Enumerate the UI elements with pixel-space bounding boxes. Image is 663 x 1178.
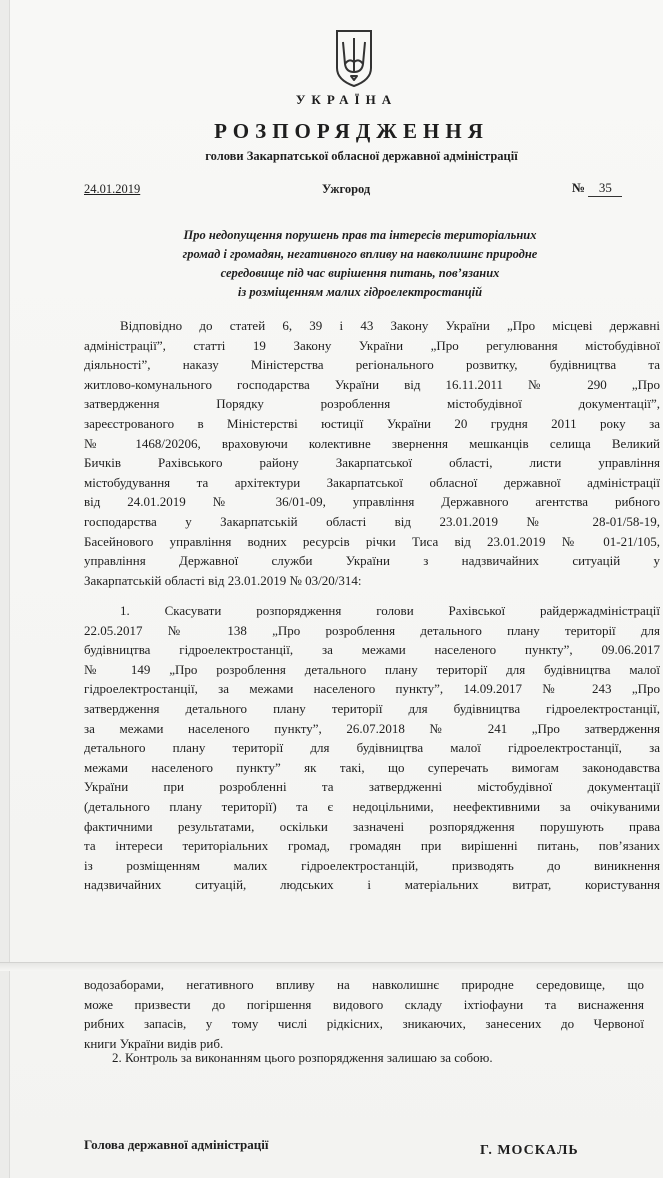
text-line: від 24.01.2019 № 36/01-09, управління Державного агентства рибного [84,494,660,510]
text-line: межами населеного пункту” як такі, що суперечать вимогам законодавства [84,759,660,775]
subject-line: Про недопущення порушень прав та інтересів територіальних [183,228,537,242]
text-line: за межами населеного пункту”, 26.07.2018 № 241 „Про затвердження [84,720,660,736]
number-value: 35 [588,180,622,197]
text-line: затвердження Порядку розроблення містобудівної документації”, [84,396,660,412]
subject-line: із розміщенням малих гідроелектростанцій [237,285,483,299]
text-line: із розміщенням малих гідроелектростанцій, призводять до виникнення [84,857,660,873]
text-line: будівництва гідроелектростанції, за межами населеного пункту”, 09.06.2017 [84,642,660,658]
point-2-paragraph [112,1048,632,1068]
text-line: затвердження детального плану території для будівництва гідроелектростанції, [84,700,660,716]
trident-icon [334,28,374,88]
signatory-title: Голова державної адміністрації [84,1137,269,1152]
subject-line: середовище під час вирішення питань, пов’язаних [220,266,500,280]
text-line: 1. Скасувати розпорядження голови Рахівської райдержадміністрації [120,603,660,618]
point-1-continuation [84,975,644,1053]
signatory-name: Г. МОСКАЛЬ [480,1143,579,1158]
document-date: 24.01.2019 [84,182,141,196]
text-line: № 1468/20206, враховуючи колективне звернення мешканців селища Великий [84,435,660,451]
text-line: № 149 „Про розроблення детального плану території для будівництва малої [84,661,660,677]
text-line: детального плану території для будівництва малої гідроелектростанції, за [84,740,660,756]
document-number [572,180,622,197]
text-line: адміністрації”, статті 19 Закону України „Про регулювання містобудівної [84,337,660,353]
text-line: управління Державної служби України з надзвичайних ситуацій у [84,553,660,569]
text-line: Бичків Рахівського району Закарпатської області, листи управління [84,455,660,471]
text-line: Відповідно до статей 6, 39 і 43 Закону України „Про місцеві державні [120,318,660,333]
text-line: водозаборами, негативного впливу на навколишнє природне середовище, що [84,977,644,992]
text-line: та інтереси територіальних громад, громадян при вирішенні питань, пов’язаних [84,838,660,854]
text-line: діяльності”, наказу Міністерства регіонального розвитку, будівництва та [84,357,660,373]
page-edge [0,0,10,1178]
text-line: фактичними результатами, оскільки зазначені розпорядження порушують права [84,818,660,834]
country-heading: УКРАЇНА [295,92,398,107]
text-line: (детального плану території) та є недоцільними, неефективними за очікуваними [84,798,660,814]
document-type-heading: РОЗПОРЯДЖЕННЯ [214,119,489,143]
text-line: містобудування та архітектури Закарпатської обласної державної адміністрації [84,474,660,490]
text-line: господарства у Закарпатській області від 23.01.2019 № 28-01/58-19, [84,513,660,529]
number-label: № [572,180,586,195]
text-line: 2. Контроль за виконанням цього розпорядження залишаю за собою. [112,1050,493,1065]
text-line: надзвичайних ситуацій, людських і матеріальних витрат, користування [84,877,660,893]
issuer-line: голови Закарпатської обласної державної адміністрації [205,149,518,163]
text-line: Закарпатській області від 23.01.2019 № 03/20/314: [84,572,362,588]
document-city: Ужгород [322,182,371,196]
text-line: гідроелектростанції, за межами населеного пункту”, 14.09.2017 № 243 „Про [84,681,660,697]
subject-line: громад і громадян, негативного впливу на навколишнє природне [182,247,538,261]
text-line: рибних запасів, у тому числі рідкісних, зникаючих, занесених до Червоної [84,1016,644,1032]
text-line: 22.05.2017 № 138 „Про розроблення детального плану території для [84,622,660,638]
document-subject [120,226,600,302]
text-line: зареєстрованого в Міністерстві юстиції України 20 грудня 2011 року за [84,415,660,431]
page-break [0,962,663,971]
text-line: України при розробленні та затвердженні містобудівної документації [84,779,660,795]
point-1-paragraph [84,601,660,895]
text-line: книги України видів риб. [84,1035,224,1051]
text-line: може призвести до погіршення видового складу іхтіофауни та виснаження [84,996,644,1012]
text-line: Басейнового управління водних ресурсів річки Тиса від 23.01.2019 № 01-21/105, [84,533,660,549]
text-line: житлово-комунального господарства України від 16.11.2011 № 290 „Про [84,376,660,392]
preamble-paragraph [84,316,660,590]
